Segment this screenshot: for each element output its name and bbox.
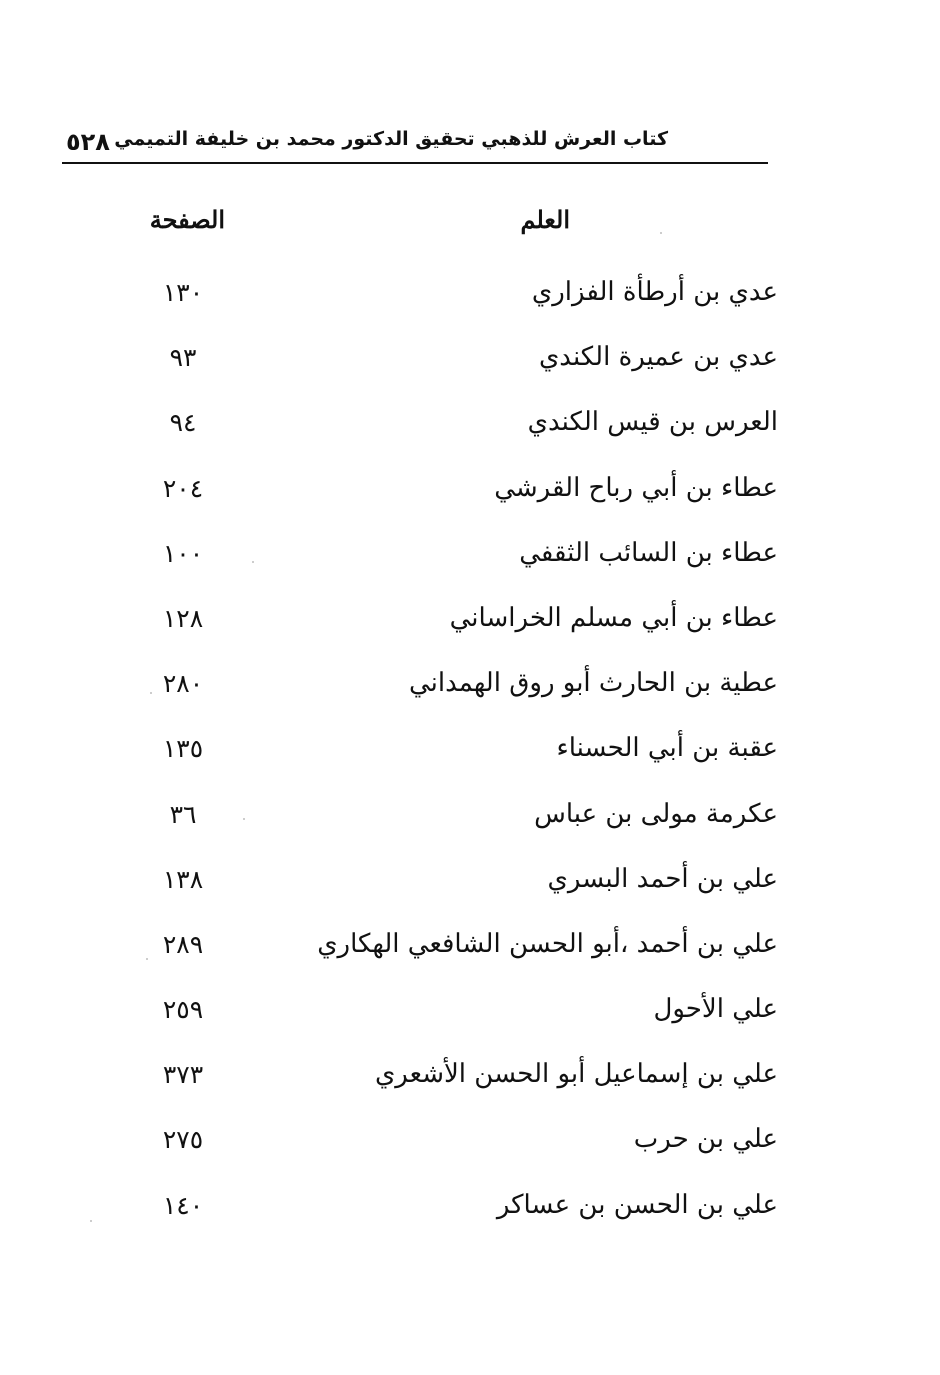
entry-name: علي بن الحسن بن عساكر [496,1189,778,1220]
scan-speck [660,232,662,234]
index-entry [0,654,940,719]
page-number: ٥٢٨ [66,128,110,156]
entry-page-number: ١٤٠ [162,1190,204,1220]
index-entry [0,785,940,850]
entry-page-number: ٩٤ [169,408,197,438]
entry-name: عدي بن عميرة الكندي [538,342,778,373]
index-entry [0,393,940,458]
index-entry [0,1176,940,1241]
index-entry [0,263,940,328]
entry-page-number: ١٣٠ [162,278,204,307]
index-entry [0,459,940,524]
entry-name: علي بن حرب [633,1124,778,1155]
entry-name: عقبة بن أبي الحسناء [556,733,778,764]
entry-page-number: ١٠٠ [162,538,204,568]
entry-name: عطاء بن أبي رباح القرشي [494,472,778,503]
entry-page-number: ١٣٨ [162,864,204,894]
index-entry [0,1045,940,1110]
book-title: كتاب العرش للذهبي تحقيق الدكتور محمد بن خليفة التميمي [114,128,668,150]
scan-speck [150,692,152,694]
entry-page-number: ٣٦ [169,799,197,829]
entry-page-number: ٩٣ [169,343,197,373]
entry-page-number: ١٣٥ [162,734,204,764]
entry-name: عدي بن أرطأة الفزاري [531,277,778,307]
entry-name: علي بن أحمد البسري [547,863,778,894]
column-header-name: العلم [520,205,570,234]
index-entry [0,719,940,784]
index-entry [0,915,940,980]
index-list [0,263,940,1241]
entry-page-number: ٣٧٣ [162,1060,204,1090]
entry-page-number: ٢٨٠ [162,669,204,699]
column-header-page: الصفحة [149,205,225,234]
entry-name: عطاء بن السائب الثقفي [519,537,778,568]
running-header [62,118,768,164]
entry-name: عطية بن الحارث أبو روق الهمداني [409,668,778,699]
entry-name: علي بن إسماعيل أبو الحسن الأشعري [374,1059,778,1090]
index-entry [0,524,940,589]
entry-page-number: ١٢٨ [162,603,204,633]
entry-page-number: ٢٨٩ [162,929,204,959]
index-entry [0,980,940,1045]
entry-name: عكرمة مولى بن عباس [534,798,778,829]
scan-speck [90,1220,92,1222]
entry-page-number: ٢٠٤ [162,473,204,503]
entry-page-number: ٢٥٩ [162,995,204,1025]
index-entry [0,850,940,915]
entry-page-number: ٢٧٥ [162,1125,204,1155]
entry-name: علي الأحول [653,994,778,1025]
scan-speck [146,958,148,960]
scan-speck [243,818,245,820]
index-entry [0,589,940,654]
index-entry [0,1110,940,1175]
entry-name: عطاء بن أبي مسلم الخراساني [449,602,778,633]
entry-name: علي بن أحمد ،أبو الحسن الشافعي الهكاري [317,928,778,959]
scan-speck [252,561,254,563]
index-entry [0,328,940,393]
entry-name: العرس بن قيس الكندي [527,407,778,438]
